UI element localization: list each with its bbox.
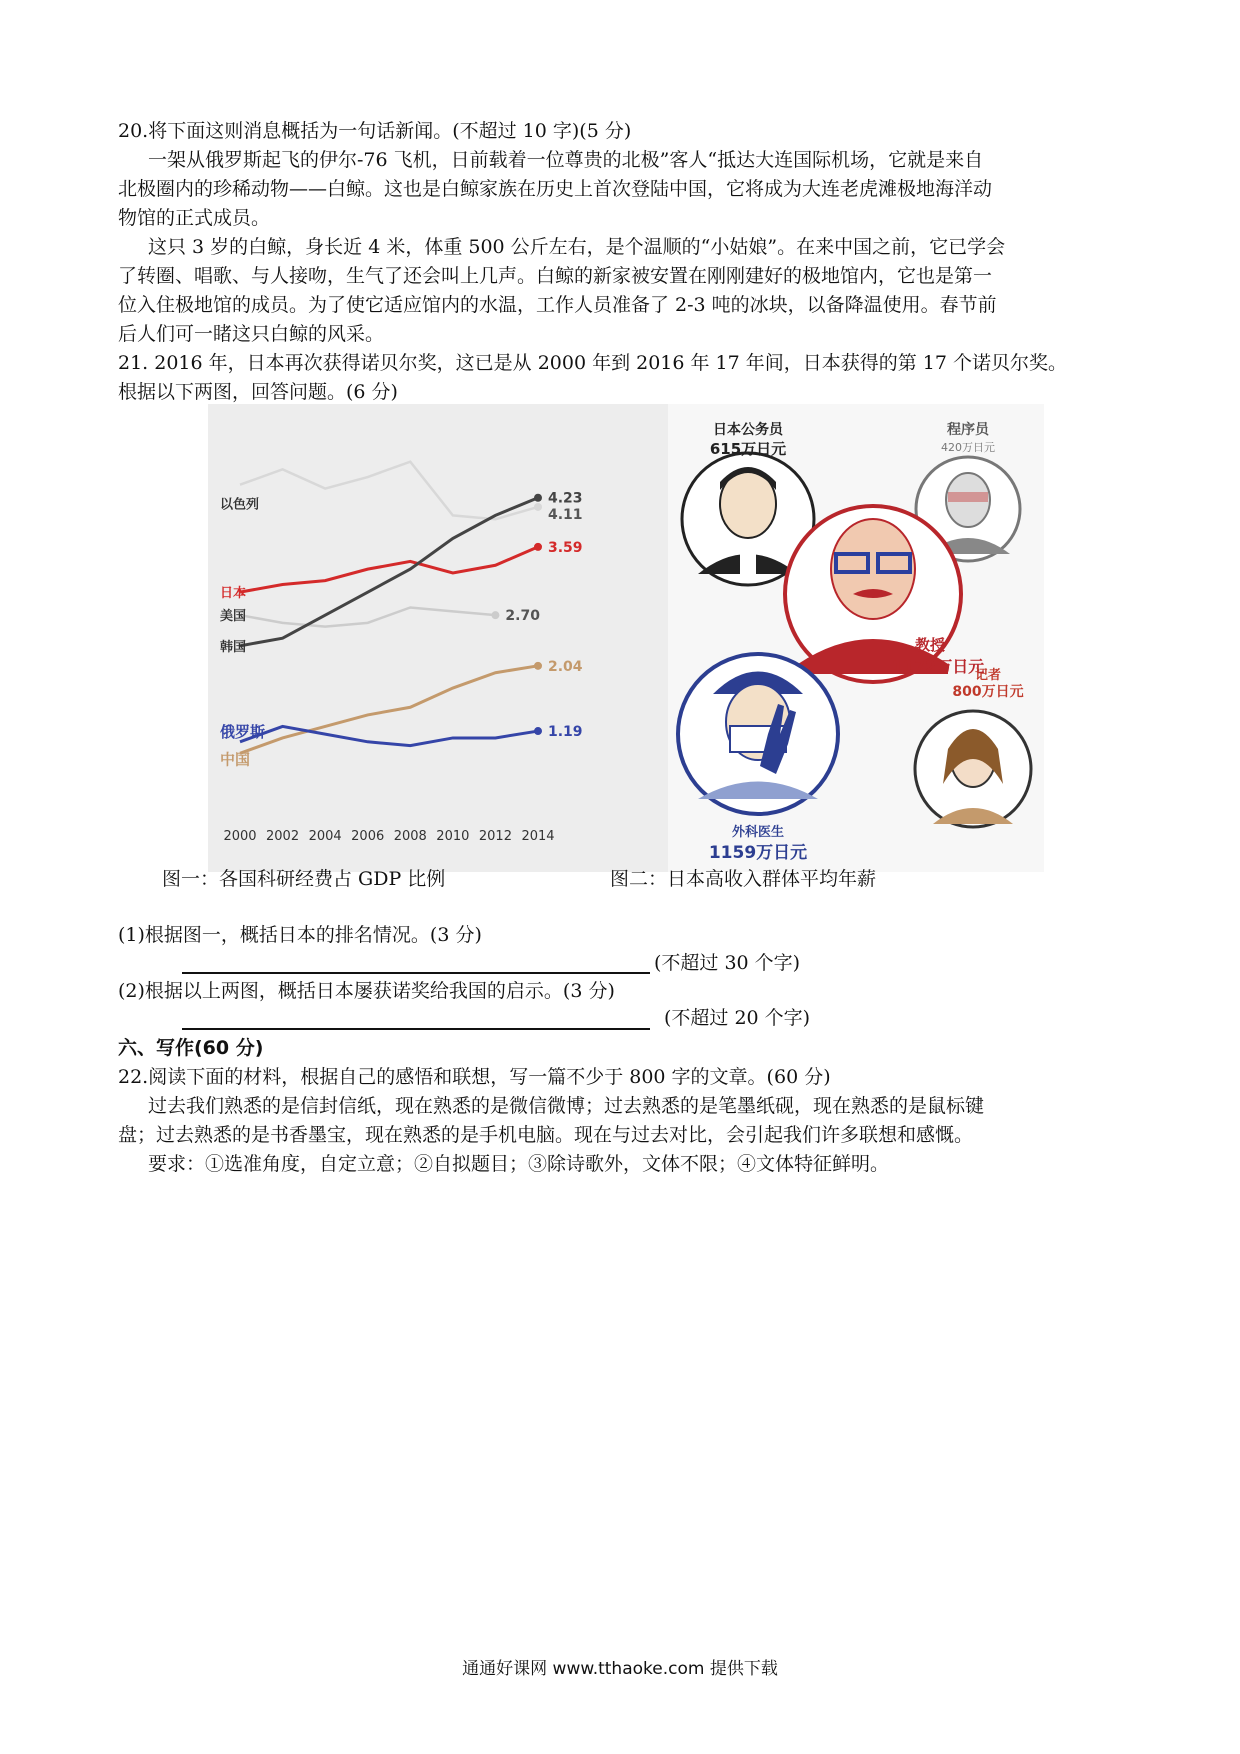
civil-servant-title: 日本公务员 <box>713 422 783 438</box>
x-tick-label: 2006 <box>351 829 385 844</box>
q21-sub1-answer-blank[interactable] <box>182 972 650 974</box>
professor-portrait <box>785 506 961 682</box>
figure2-caption: 图二：日本高收入群体平均年薪 <box>610 868 877 890</box>
surgeon-salary: 1159万日元 <box>708 843 808 863</box>
q21-line1: 21. 2016 年，日本再次获得诺贝尔奖，这已是从 2000 年到 2016 年 17 年间，日本获得的第 17 个诺贝尔奖。 <box>118 352 1068 374</box>
series-name-3: 韩国 <box>220 639 247 655</box>
series-end-label-0: 4.11 <box>548 506 583 523</box>
series-end-point-4 <box>534 662 542 670</box>
x-tick-label: 2000 <box>223 829 257 844</box>
series-end-point-2 <box>491 611 499 619</box>
series-end-label-4: 2.04 <box>548 658 583 675</box>
q21-sub2-limit: (不超过 20 个字) <box>664 1007 811 1029</box>
section6-heading: 六、写作(60 分) <box>118 1037 264 1059</box>
rd-gdp-line-chart <box>208 404 668 872</box>
q21-line2: 根据以下两图，回答问题。(6 分) <box>118 381 398 403</box>
x-tick-label: 2002 <box>266 829 300 844</box>
civil-servant-salary: 615万日元 <box>709 440 787 458</box>
x-tick-label: 2010 <box>436 829 470 844</box>
q22-requirements: 要求：①选准角度，自定立意；②自拟题目；③除诗歌外，文体不限；④文体特征鲜明。 <box>148 1153 890 1175</box>
series-name-4: 中国 <box>220 750 251 769</box>
q20-p2-line3: 位入住极地馆的成员。为了使它适应馆内的水温，工作人员准备了 2-3 吨的冰块，以备降温使用。春节前 <box>118 294 997 316</box>
x-tick-label: 2014 <box>521 829 555 844</box>
journalist-title: 记者 <box>974 668 1002 683</box>
series-end-label-1: 3.59 <box>548 539 583 556</box>
journalist-salary: 800万日元 <box>952 684 1024 700</box>
q20-p1-line3: 物馆的正式成员。 <box>118 207 271 229</box>
series-end-point-0 <box>534 503 542 511</box>
series-name-1: 日本 <box>220 586 247 602</box>
programmer-title: 程序员 <box>947 422 989 438</box>
q22-p-line1: 过去我们熟悉的是信封信纸，现在熟悉的是微信微博；过去熟悉的是笔墨纸砚，现在熟悉的是鼠标键 <box>148 1095 985 1117</box>
series-end-label-5: 1.19 <box>548 724 583 741</box>
q20-p2-line2: 了转圈、唱歌、与人接吻，生气了还会叫上几声。白鲸的新家被安置在刚刚建好的极地馆内，它也是第一 <box>118 265 993 287</box>
programmer-salary: 420万日元 <box>941 441 995 454</box>
q21-sub2-answer-blank[interactable] <box>182 1028 650 1030</box>
series-name-2: 美国 <box>220 609 247 625</box>
figure1-caption: 图一：各国科研经费占 GDP 比例 <box>162 868 446 890</box>
series-name-0: 以色列 <box>220 497 260 513</box>
q21-sub2: (2)根据以上两图，概括日本屡获诺奖给我国的启示。(3 分) <box>118 980 615 1002</box>
q22-p-line2: 盘；过去熟悉的是书香墨宝，现在熟悉的是手机电脑。现在与过去对比，会引起我们许多联想和感慨。 <box>118 1124 974 1146</box>
x-tick-label: 2012 <box>478 829 512 844</box>
journalist-portrait <box>915 711 1031 827</box>
salary-infographic <box>668 404 1044 872</box>
series-end-label-3: 4.23 <box>548 490 583 507</box>
q20-p2-line1: 这只 3 岁的白鲸，身长近 4 米，体重 500 公斤左右，是个温顺的“小姑娘”。在来中国之前，它已学会 <box>148 236 1006 258</box>
series-end-point-5 <box>534 727 542 735</box>
figure-panel <box>208 404 1044 872</box>
q22-title: 22.阅读下面的材料，根据自己的感悟和联想，写一篇不少于 800 字的文章。(60 分) <box>118 1066 831 1088</box>
q20-p2-line4: 后人们可一睹这只白鲸的风采。 <box>118 323 385 345</box>
series-end-label-2: 2.70 <box>505 608 540 625</box>
series-end-point-3 <box>534 494 542 502</box>
professor-title: 教授 <box>914 636 946 654</box>
q21-sub1: (1)根据图一，概括日本的排名情况。(3 分) <box>118 924 482 946</box>
q20-title: 20.将下面这则消息概括为一句话新闻。(不超过 10 字)(5 分) <box>118 120 632 142</box>
footer-watermark: 通通好课网 www.tthaoke.com 提供下载 <box>462 1659 778 1679</box>
professor-salary: 1172万日元 <box>891 657 985 676</box>
q20-p1-line1: 一架从俄罗斯起飞的伊尔-76 飞机，日前载着一位尊贵的北极”客人“抵达大连国际机场，它就是来自 <box>148 149 984 171</box>
x-tick-label: 2008 <box>393 829 427 844</box>
q21-sub1-limit: (不超过 30 个字) <box>654 952 801 974</box>
series-end-point-1 <box>534 543 542 551</box>
q20-p1-line2: 北极圈内的珍稀动物——白鲸。这也是白鲸家族在历史上首次登陆中国，它将成为大连老虎滩极地海洋动 <box>118 178 993 200</box>
series-name-5: 俄罗斯 <box>220 722 266 741</box>
surgeon-portrait <box>678 654 838 814</box>
x-tick-label: 2004 <box>308 829 342 844</box>
surgeon-title: 外科医生 <box>731 825 785 840</box>
